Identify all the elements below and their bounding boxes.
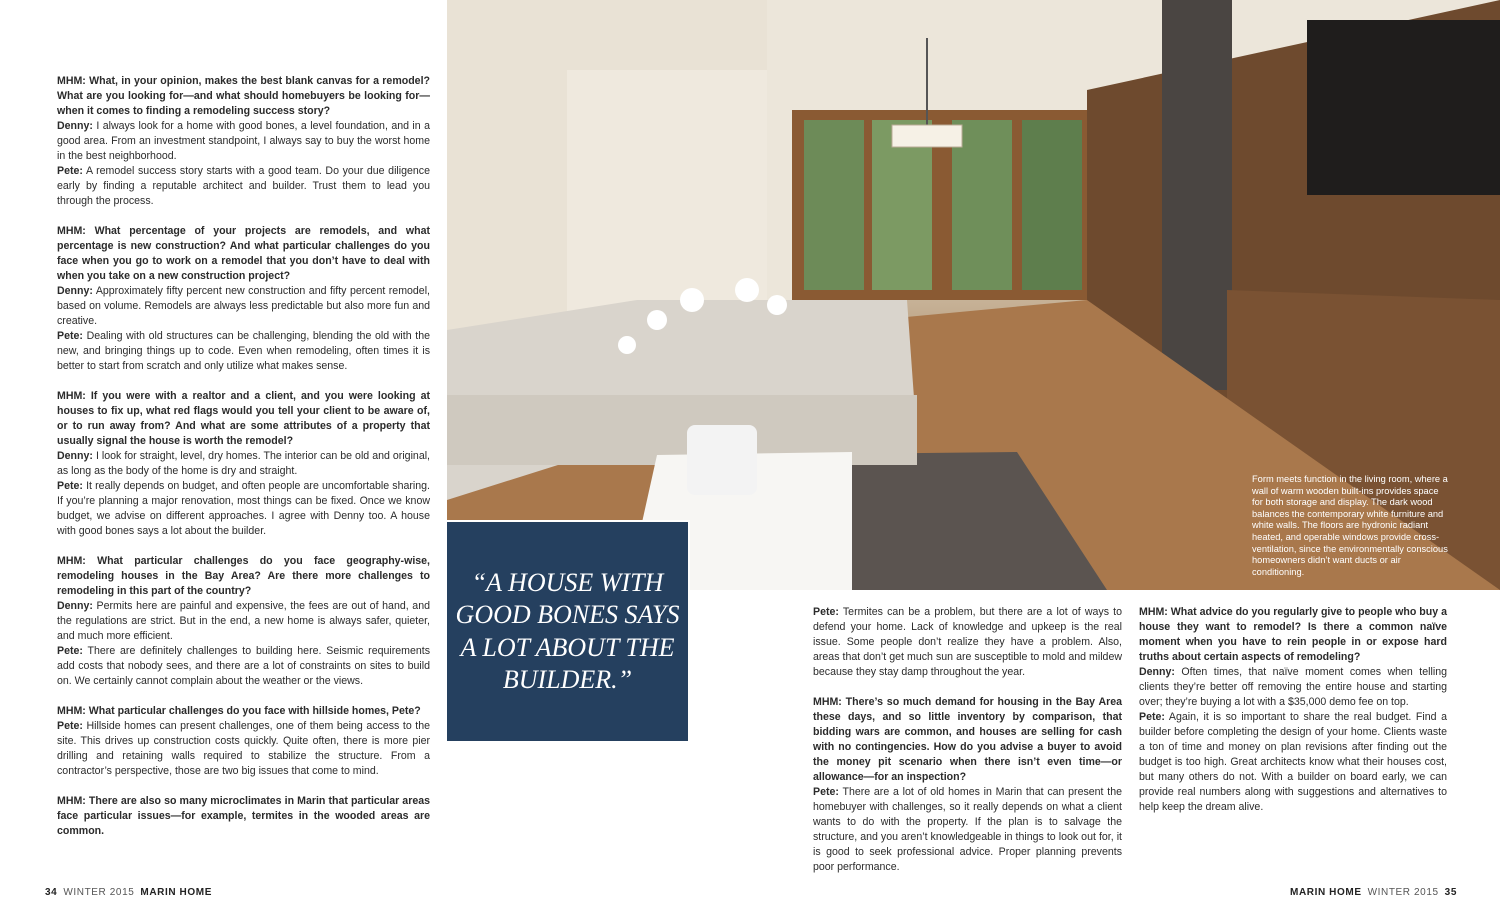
interview-question: MHM: What particular challenges do you face with hillside homes, Pete? (57, 705, 421, 717)
qa-block (57, 554, 430, 689)
answer-text: There are a lot of old homes in Marin that can present the homebuyer with challenges, so it really depends on what a client wants to do with the property. If the plan is to salvage the structure, and you aren’t knowledgeable in things to look out for, it is good to seek professional advice. Proper planning prevents poor performance. (813, 786, 1122, 873)
speaker-label: Pete: (813, 786, 839, 798)
qa-block (57, 794, 430, 839)
page-number-right: 35 (1444, 887, 1457, 898)
right-page-folio (1290, 887, 1457, 898)
answer-text: Again, it is so important to share the real budget. Find a builder before completing the design of your home. Clients waste a ton of time and money on plan revisions after finding out the budget is too high. Great architects know what their houses cost, but many others do not. With a builder on board early, we can provide real numbers along with suggestions and alternatives to help keep the dream alive. (1139, 711, 1447, 813)
speaker-label: Denny: (57, 285, 93, 297)
interview-question: MHM: What, in your opinion, makes the best blank canvas for a remodel? What are you looking for—and what should homebuyers be looking for—when it comes to finding a remodeling success story? (57, 75, 430, 117)
speaker-label: Pete: (57, 720, 83, 732)
interview-question: MHM: What particular challenges do you face geography-wise, remodeling houses in the Bay Area? Are there more challenges to remodeling in this part of the country? (57, 555, 430, 597)
interview-answer (1139, 665, 1447, 710)
interview-answer (57, 449, 430, 479)
interview-answer (57, 119, 430, 164)
answer-text: A remodel success story starts with a good team. Do your due diligence early by finding a reputable architect and builder. Trust them to lead you through the process. (57, 165, 430, 207)
speaker-label: Denny: (57, 450, 93, 462)
speaker-label: Pete: (57, 165, 83, 177)
qa-block (57, 389, 430, 539)
interview-answer (57, 479, 430, 539)
interview-answer (57, 599, 430, 644)
answer-text: Hillside homes can present challenges, one of them being access to the site. This drives up construction costs quickly. Quite often, there is more pier drilling and retaining walls required to stabilize the structure. From a contractor’s perspective, those are two big issues that come to mind. (57, 720, 431, 777)
left-page-folio (45, 887, 212, 898)
interview-answer (813, 605, 1122, 680)
season-left: WINTER 2015 (63, 887, 135, 898)
answer-text: Permits here are painful and expensive, the fees are out of hand, and the regulations are strict. But in the end, a new home is always safer, quieter, and much more efficient. (57, 600, 430, 642)
answer-text: It really depends on budget, and often people are uncomfortable sharing. If you’re planning a major renovation, most things can be fixed. Once we know budget, we advise on different approaches. I agree with Denny too. A house with good bones says a lot about the builder. (57, 480, 431, 537)
interview-question: MHM: What percentage of your projects are remodels, and what percentage is new construction? And what particular challenges do you face when you go to work on a remodel that you don’t have to deal with when you take on a new construction project? (57, 225, 430, 282)
interview-answer (57, 644, 430, 689)
speaker-label: Pete: (57, 330, 83, 342)
speaker-label: Pete: (1139, 711, 1165, 723)
answer-text: I always look for a home with good bones, a level foundation, and in a good area. From an investment standpoint, I always say to buy the worst home in the best neighborhood. (57, 120, 430, 162)
interview-question: MHM: What advice do you regularly give to people who buy a house they want to remodel? Is there a common naïve moment when you have to rein people in or expose hard truths about certain aspects of remodeling? (1139, 606, 1447, 663)
speaker-label: Pete: (813, 606, 839, 618)
qa-block (57, 704, 430, 779)
interview-answer (813, 785, 1122, 875)
right-text-column (1139, 605, 1447, 830)
page-number-left: 34 (45, 887, 58, 898)
magazine-name-left: MARIN HOME (140, 887, 212, 898)
answer-text: Dealing with old structures can be challenging, blending the old with the new, and bringing things up to code. Even when remodeling, often times it is better to start from scratch and only utilize what makes sense. (57, 330, 430, 372)
interview-question: MHM: There’s so much demand for housing in the Bay Area these days, and so little inventory by comparison, that bidding wars are common, and houses are selling for cash with no contingencies. How do you advise a buyer to avoid the money pit scenario when there isn’t even time—or allowance—for an inspection? (813, 696, 1122, 783)
speaker-label: Pete: (57, 645, 83, 657)
magazine-name-right: MARIN HOME (1290, 887, 1362, 898)
answer-text: Termites can be a problem, but there are a lot of ways to defend your home. Lack of knowledge and upkeep is the real issue. Some people don’t realize they have a problem. Also, areas that don’t get much sun are susceptible to mold and mildew because they stay damp throughout the year. (813, 606, 1122, 678)
answer-text: Often times, that naïve moment comes when telling clients they’re better off removing the entire house and starting over; they’re buying a lot with a $35,000 demo fee on top. (1139, 666, 1447, 708)
photo-caption: Form meets function in the living room, where a wall of warm wooden built-ins provides space for both storage and display. The dark wood balances the contemporary white furniture and white walls. The floors are hydronic radiant heated, and operable windows provide cross-ventilation, since the environmentally conscious homeowners didn’t want ducts or air conditioning. (1252, 474, 1448, 577)
interview-question: MHM: If you were with a realtor and a client, and you were looking at houses to fix up, what red flags would you tell your client to be aware of, or to run away from? And what are some attributes of a property that usually signal the house is worth the remodel? (57, 390, 430, 447)
pull-quote-text: “A HOUSE WITH GOOD BONES SAYS A LOT ABOUT THE BUILDER.” (455, 567, 680, 694)
interview-answer (57, 329, 430, 374)
speaker-label: Denny: (57, 600, 93, 612)
speaker-label: Denny: (1139, 666, 1175, 678)
qa-block (57, 74, 430, 209)
interview-answer (57, 719, 430, 779)
left-text-column (57, 74, 430, 854)
speaker-label: Pete: (57, 480, 83, 492)
pull-quote-box (447, 522, 688, 741)
interview-answer (57, 164, 430, 209)
qa-block (813, 605, 1122, 680)
interview-answer (57, 284, 430, 329)
answer-text: There are definitely challenges to building here. Seismic requirements add costs that nobody sees, and there are a lot of constraints on sites to build on. We certainly cannot complain about the weather or the views. (57, 645, 430, 687)
season-right: WINTER 2015 (1367, 887, 1439, 898)
answer-text: I look for straight, level, dry homes. The interior can be old and original, as long as the body of the home is dry and straight. (57, 450, 431, 477)
qa-block (813, 695, 1122, 875)
qa-block (57, 224, 430, 374)
interview-question: MHM: There are also so many microclimates in Marin that particular areas face particular issues—for example, termites in the wooded areas are common. (57, 795, 430, 837)
qa-block (1139, 605, 1447, 815)
answer-text: Approximately fifty percent new construction and fifty percent remodel, based on volume. Remodels are always less predictable but also more fun and creative. (57, 285, 430, 327)
middle-text-column (813, 605, 1122, 890)
interview-answer (1139, 710, 1447, 815)
speaker-label: Denny: (57, 120, 93, 132)
